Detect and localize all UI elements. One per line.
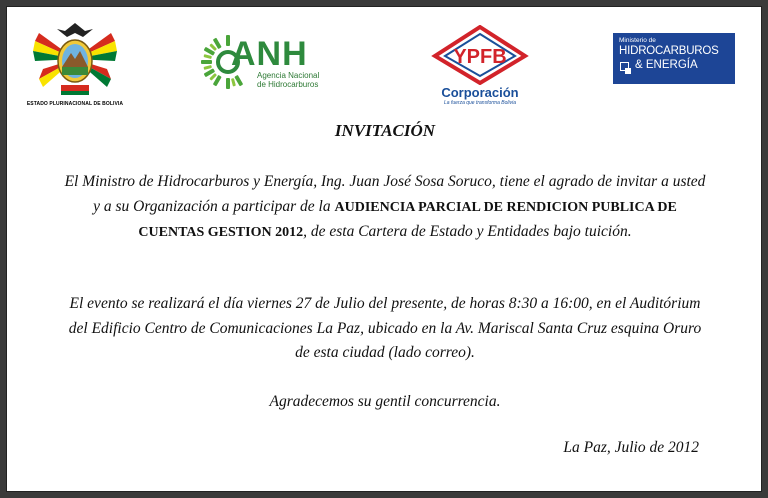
coat-of-arms-icon xyxy=(25,19,125,99)
ypfb-logo xyxy=(425,25,535,109)
ypfb-diamond-icon xyxy=(425,25,535,85)
ministerio-logo xyxy=(613,33,735,84)
ypfb-name: Corporación xyxy=(441,85,519,100)
ypfb-mark-text: YPFB xyxy=(453,46,507,68)
invitation-title: INVITACIÓN xyxy=(334,121,436,140)
ypfb-slogan: La fuerza que transforma Bolivia xyxy=(444,100,516,106)
invitation-paragraph-1 xyxy=(63,170,707,246)
anh-wordmark: ANH xyxy=(231,35,308,73)
logo-header xyxy=(7,7,762,112)
ministerio-line-2: & ENERGÍA xyxy=(635,59,698,71)
bolivia-coat-of-arms-logo xyxy=(25,19,125,107)
ministerio-small-label: Ministerio de xyxy=(619,37,656,44)
paragraph-1-intro: El Ministro de Hidrocarburos y Energía, Ing. Juan José Sosa Soruco, tiene el agrado de invitar a usted y a su Organización a participar de la xyxy=(64,173,706,215)
paragraph-1-closing: , de esta Cartera de Estado y Entidades bajo tuición. xyxy=(303,223,632,240)
bolivia-caption: ESTADO PLURINACIONAL DE BOLIVIA xyxy=(26,101,124,107)
invitation-paragraph-2: El evento se realizará el día viernes 27 de Julio del presente, de horas 8:30 a 16:00, en el Auditórium del Edificio Centro de Comunicaciones La Paz, ubicado en la Av. Mariscal Santa Cruz esquina Oruro de esta ciudad (lado correo). xyxy=(68,295,702,361)
anh-subtitle-line-2: de Hidrocarburos xyxy=(257,80,319,89)
anh-logo xyxy=(199,31,349,93)
event-name: AUDIENCIA PARCIAL DE RENDICION PUBLICA DE CUENTAS GESTION 2012 xyxy=(138,199,677,240)
invitation-thanks: Agradecemos su gentil concurrencia. xyxy=(269,393,501,410)
anh-subtitle xyxy=(257,71,319,89)
ministerio-line-1: HIDROCARBUROS xyxy=(619,45,719,57)
anh-subtitle-line-1: Agencia Nacional xyxy=(257,71,320,80)
invitation-card xyxy=(6,6,762,492)
place-and-date: La Paz, Julio de 2012 xyxy=(563,439,699,456)
ministerio-square-fill-icon xyxy=(625,68,631,74)
